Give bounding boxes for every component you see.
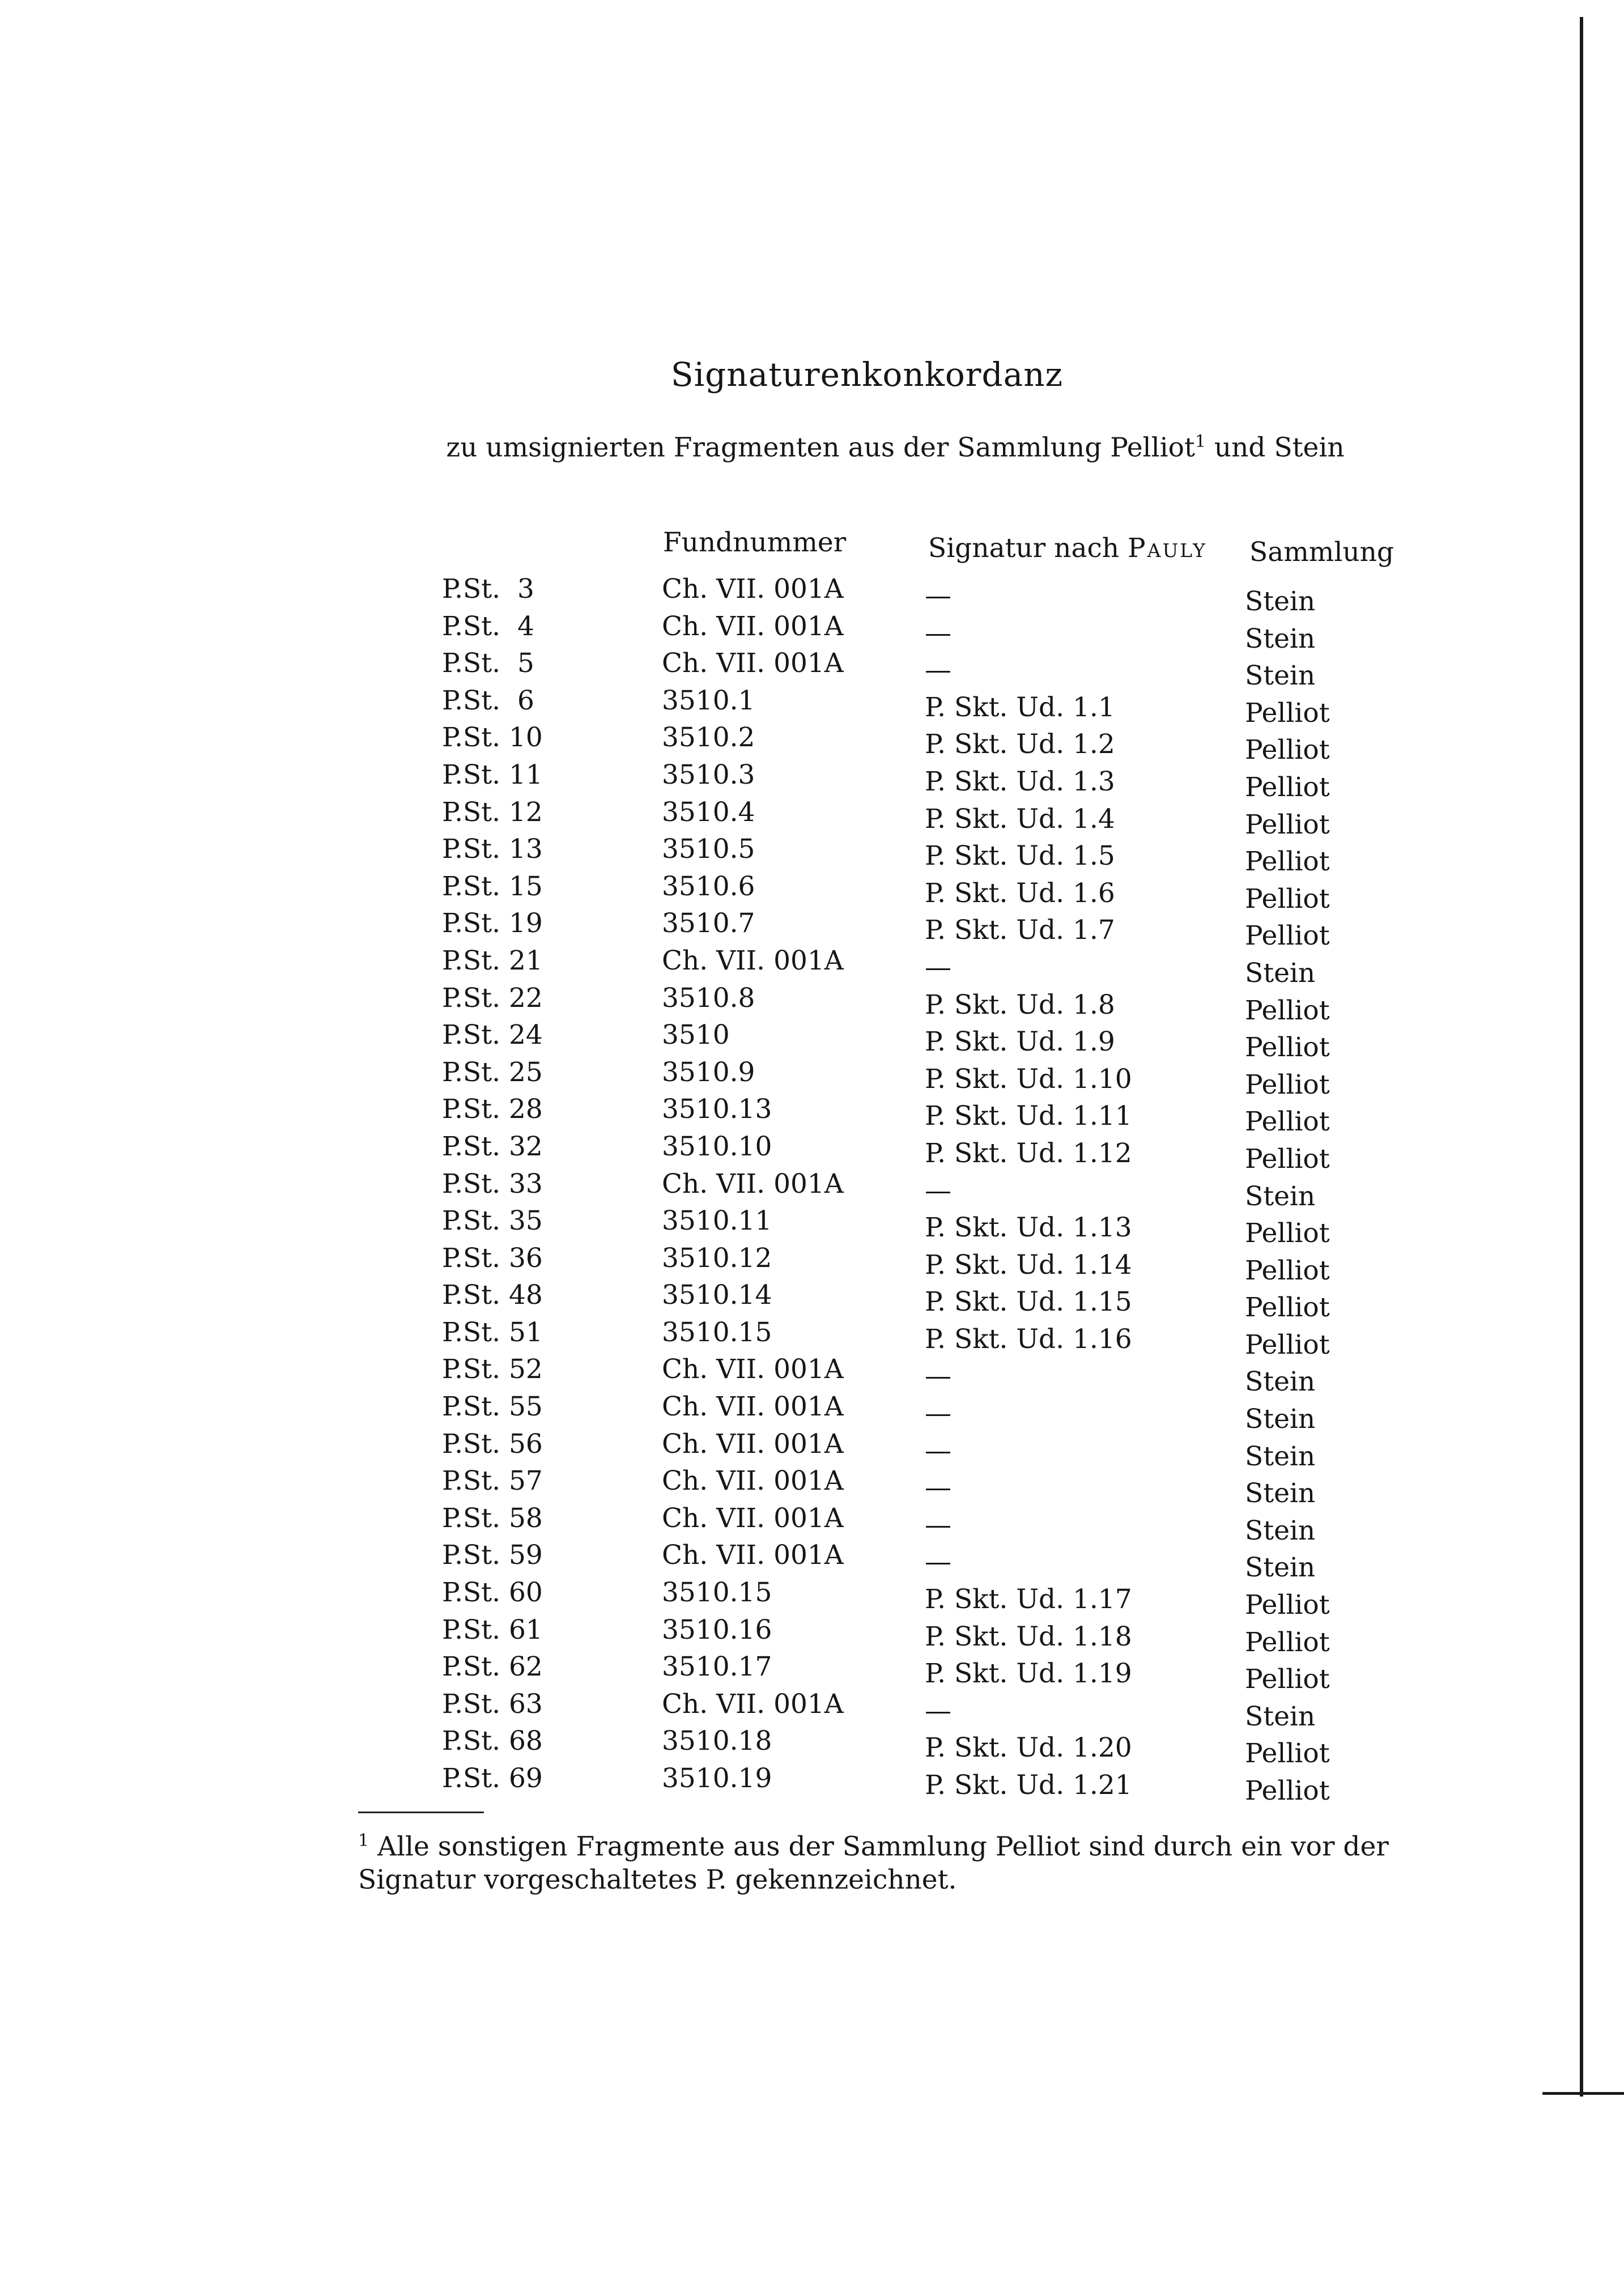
cell-pst-number: P.St. 57: [442, 1465, 543, 1497]
cell-pst-number: P.St. 21: [442, 945, 543, 976]
cell-fundnummer: Ch. VII. 001A: [662, 648, 844, 679]
cell-fundnummer: 3510.2: [662, 722, 755, 754]
cell-pst-number: P.St. 6: [442, 684, 534, 716]
cell-signatur: —: [925, 1360, 951, 1392]
cell-sammlung: Stein: [1245, 1700, 1316, 1732]
cell-sammlung: Pelliot: [1245, 771, 1330, 803]
cell-signatur: —: [925, 1546, 951, 1578]
cell-pst-number: P.St. 33: [442, 1168, 543, 1200]
cell-sammlung: Pelliot: [1245, 1664, 1330, 1695]
cell-fundnummer: Ch. VII. 001A: [662, 945, 844, 976]
cell-pst-number: P.St. 12: [442, 796, 543, 828]
cell-fundnummer: Ch. VII. 001A: [662, 1168, 844, 1200]
table-row: [0, 1502, 1624, 1546]
cell-sammlung: Stein: [1245, 1478, 1316, 1510]
table-row: [0, 722, 1624, 766]
cell-signatur: —: [925, 580, 951, 611]
cell-pst-number: P.St. 32: [442, 1130, 543, 1162]
table-row: [0, 1056, 1624, 1100]
cell-signatur: P. Skt. Ud. 1.15: [925, 1286, 1132, 1318]
cell-sammlung: Pelliot: [1245, 809, 1330, 840]
cell-pst-number: P.St. 10: [442, 722, 543, 754]
cell-fundnummer: 3510.15: [662, 1577, 772, 1609]
cell-pst-number: P.St. 22: [442, 982, 543, 1014]
cell-pst-number: P.St. 48: [442, 1279, 543, 1311]
cell-pst-number: P.St. 11: [442, 759, 543, 790]
cell-signatur: P. Skt. Ud. 1.13: [925, 1212, 1132, 1244]
table-row: [0, 982, 1624, 1026]
table-row: [0, 610, 1624, 654]
cell-sammlung: Stein: [1245, 1180, 1316, 1212]
scan-edge-line: [1580, 17, 1583, 2097]
cell-sammlung: Stein: [1245, 1552, 1316, 1584]
header-sammlung: Sammlung: [1249, 537, 1395, 568]
cell-fundnummer: 3510.14: [662, 1279, 772, 1311]
cell-sammlung: Stein: [1245, 1440, 1316, 1472]
cell-pst-number: P.St. 56: [442, 1428, 543, 1460]
cell-pst-number: P.St. 55: [442, 1391, 543, 1423]
cell-pst-number: P.St. 69: [442, 1763, 543, 1794]
cell-pst-number: P.St. 13: [442, 834, 543, 865]
table-row: [0, 1316, 1624, 1360]
table-row: [0, 1205, 1624, 1249]
cell-sammlung: Pelliot: [1245, 1143, 1330, 1175]
cell-pst-number: P.St. 68: [442, 1725, 543, 1757]
cell-fundnummer: Ch. VII. 001A: [662, 1391, 844, 1423]
cell-signatur: P. Skt. Ud. 1.17: [925, 1584, 1132, 1615]
table-row: [0, 1242, 1624, 1286]
header-fundnummer: Fundnummer: [663, 527, 847, 558]
cell-signatur: P. Skt. Ud. 1.18: [925, 1621, 1132, 1652]
table-row: [0, 1614, 1624, 1658]
table-row: [0, 1465, 1624, 1510]
cell-pst-number: P.St. 19: [442, 908, 543, 939]
table-row: [0, 1540, 1624, 1584]
cell-signatur: P. Skt. Ud. 1.5: [925, 840, 1115, 872]
cell-fundnummer: 3510.13: [662, 1094, 772, 1125]
cell-pst-number: P.St. 35: [442, 1205, 543, 1237]
cell-fundnummer: 3510.5: [662, 834, 755, 865]
cell-fundnummer: Ch. VII. 001A: [662, 610, 844, 642]
cell-signatur: P. Skt. Ud. 1.12: [925, 1137, 1132, 1169]
cell-signatur: P. Skt. Ud. 1.8: [925, 989, 1115, 1021]
cell-sammlung: Pelliot: [1245, 1329, 1330, 1360]
cell-sammlung: Pelliot: [1245, 1292, 1330, 1324]
cell-pst-number: P.St. 5: [442, 648, 534, 679]
cell-fundnummer: 3510.18: [662, 1725, 772, 1757]
cell-sammlung: Pelliot: [1245, 1589, 1330, 1621]
cell-pst-number: P.St. 61: [442, 1614, 543, 1646]
cell-signatur: —: [925, 1175, 951, 1206]
cell-signatur: —: [925, 1695, 951, 1727]
cell-fundnummer: 3510.12: [662, 1242, 772, 1274]
cell-signatur: P. Skt. Ud. 1.20: [925, 1732, 1132, 1764]
cell-sammlung: Stein: [1245, 1515, 1316, 1546]
table-row: [0, 648, 1624, 692]
cell-fundnummer: 3510.16: [662, 1614, 772, 1646]
cell-fundnummer: Ch. VII. 001A: [662, 1465, 844, 1497]
table-row: [0, 834, 1624, 878]
cell-signatur: P. Skt. Ud. 1.21: [925, 1770, 1132, 1801]
subtitle-text: zu umsignierten Fragmenten aus der Sammlung Pelliot: [446, 432, 1195, 464]
cell-sammlung: Pelliot: [1245, 1032, 1330, 1064]
cell-pst-number: P.St. 28: [442, 1094, 543, 1125]
table-row: [0, 1651, 1624, 1695]
cell-signatur: P. Skt. Ud. 1.4: [925, 803, 1115, 835]
cell-fundnummer: 3510.19: [662, 1763, 772, 1794]
cell-sammlung: Pelliot: [1245, 1218, 1330, 1249]
table-row: [0, 1577, 1624, 1621]
cell-signatur: P. Skt. Ud. 1.9: [925, 1026, 1115, 1058]
cell-signatur: —: [925, 617, 951, 649]
cell-signatur: P. Skt. Ud. 1.11: [925, 1100, 1132, 1132]
table-row: [0, 1391, 1624, 1435]
table-row: [0, 1019, 1624, 1064]
cell-pst-number: P.St. 25: [442, 1056, 543, 1088]
table-row: [0, 1428, 1624, 1472]
cell-fundnummer: 3510.11: [662, 1205, 772, 1237]
cell-signatur: —: [925, 951, 951, 983]
table-row: [0, 870, 1624, 915]
cell-sammlung: Stein: [1245, 957, 1316, 989]
cell-sammlung: Stein: [1245, 1404, 1316, 1435]
cell-signatur: —: [925, 1435, 951, 1466]
table-row: [0, 1279, 1624, 1324]
cell-sammlung: Stein: [1245, 660, 1316, 692]
cell-pst-number: P.St. 60: [442, 1577, 543, 1609]
table-row: [0, 1725, 1624, 1770]
footnote-divider: [358, 1812, 484, 1813]
cell-sammlung: Pelliot: [1245, 994, 1330, 1026]
cell-sammlung: Pelliot: [1245, 1255, 1330, 1286]
cell-pst-number: P.St. 63: [442, 1688, 543, 1720]
subtitle-text-after: und Stein: [1205, 432, 1345, 464]
cell-sammlung: Pelliot: [1245, 1626, 1330, 1658]
cell-fundnummer: 3510.4: [662, 796, 755, 828]
table-row: [0, 1168, 1624, 1212]
header-signatur: [928, 533, 1207, 564]
cell-fundnummer: Ch. VII. 001A: [662, 1540, 844, 1571]
page-subtitle: [442, 432, 1349, 464]
cell-signatur: —: [925, 1472, 951, 1504]
cell-pst-number: P.St. 15: [442, 870, 543, 902]
subtitle-footnote-mark: 1: [1194, 432, 1206, 452]
table-row: [0, 1763, 1624, 1806]
cell-pst-number: P.St. 3: [442, 573, 534, 605]
cell-pst-number: P.St. 51: [442, 1316, 543, 1348]
cell-fundnummer: 3510.17: [662, 1651, 772, 1683]
cell-signatur: P. Skt. Ud. 1.2: [925, 729, 1115, 760]
table-row: [0, 945, 1624, 989]
cell-sammlung: Pelliot: [1245, 734, 1330, 766]
page-title: Signaturenkonkordanz: [670, 355, 1064, 394]
cell-fundnummer: Ch. VII. 001A: [662, 1354, 844, 1385]
cell-sammlung: Pelliot: [1245, 1775, 1330, 1806]
cell-fundnummer: 3510.9: [662, 1056, 755, 1088]
cell-signatur: —: [925, 1509, 951, 1541]
cell-sammlung: Pelliot: [1245, 846, 1330, 878]
cell-signatur: —: [925, 1398, 951, 1430]
cell-fundnummer: Ch. VII. 001A: [662, 573, 844, 605]
cell-sammlung: Pelliot: [1245, 697, 1330, 729]
cell-sammlung: Stein: [1245, 586, 1316, 617]
footnote: [358, 1825, 1418, 1897]
header-signatur-name: Pauly: [1128, 533, 1207, 564]
scan-edge-foot: [1542, 2092, 1624, 2095]
cell-signatur: P. Skt. Ud. 1.14: [925, 1249, 1132, 1281]
cell-sammlung: Pelliot: [1245, 1738, 1330, 1770]
table-row: [0, 1354, 1624, 1398]
cell-sammlung: Pelliot: [1245, 883, 1330, 915]
table-row: [0, 573, 1624, 617]
cell-signatur: P. Skt. Ud. 1.6: [925, 877, 1115, 909]
cell-pst-number: P.St. 24: [442, 1019, 543, 1051]
cell-fundnummer: 3510.15: [662, 1316, 772, 1348]
cell-pst-number: P.St. 36: [442, 1242, 543, 1274]
cell-pst-number: P.St. 59: [442, 1540, 543, 1571]
cell-pst-number: P.St. 4: [442, 610, 534, 642]
cell-fundnummer: 3510.1: [662, 684, 755, 716]
table-row: [0, 1688, 1624, 1732]
cell-signatur: P. Skt. Ud. 1.10: [925, 1063, 1132, 1095]
cell-signatur: P. Skt. Ud. 1.1: [925, 691, 1115, 723]
table-row: [0, 1094, 1624, 1138]
cell-sammlung: Pelliot: [1245, 1069, 1330, 1100]
cell-fundnummer: 3510.3: [662, 759, 755, 790]
cell-signatur: —: [925, 654, 951, 686]
cell-fundnummer: 3510: [662, 1019, 730, 1051]
cell-sammlung: Pelliot: [1245, 1106, 1330, 1138]
cell-fundnummer: 3510.8: [662, 982, 755, 1014]
cell-sammlung: Pelliot: [1245, 920, 1330, 952]
cell-pst-number: P.St. 62: [442, 1651, 543, 1683]
cell-pst-number: P.St. 58: [442, 1502, 543, 1534]
cell-fundnummer: 3510.6: [662, 870, 755, 902]
footnote-mark: 1: [358, 1831, 369, 1851]
cell-fundnummer: 3510.10: [662, 1130, 772, 1162]
cell-sammlung: Stein: [1245, 1366, 1316, 1398]
cell-signatur: P. Skt. Ud. 1.3: [925, 766, 1115, 797]
table-row: [0, 684, 1624, 729]
table-row: [0, 1130, 1624, 1175]
table-row: [0, 796, 1624, 840]
cell-pst-number: P.St. 52: [442, 1354, 543, 1385]
cell-fundnummer: Ch. VII. 001A: [662, 1688, 844, 1720]
cell-fundnummer: 3510.7: [662, 908, 755, 939]
cell-sammlung: Stein: [1245, 623, 1316, 654]
cell-signatur: P. Skt. Ud. 1.16: [925, 1323, 1132, 1355]
cell-fundnummer: Ch. VII. 001A: [662, 1502, 844, 1534]
footnote-text: Alle sonstigen Fragmente aus der Sammlung Pelliot sind durch ein vor der Signatur vorgeschaltetes P. gekennzeichnet.: [358, 1831, 1389, 1895]
concordance-table: [0, 573, 1624, 1806]
header-signatur-prefix: Signatur nach: [928, 533, 1128, 564]
table-row: [0, 759, 1624, 803]
table-row: [0, 908, 1624, 952]
cell-signatur: P. Skt. Ud. 1.19: [925, 1658, 1132, 1690]
cell-signatur: P. Skt. Ud. 1.7: [925, 915, 1115, 946]
cell-fundnummer: Ch. VII. 001A: [662, 1428, 844, 1460]
